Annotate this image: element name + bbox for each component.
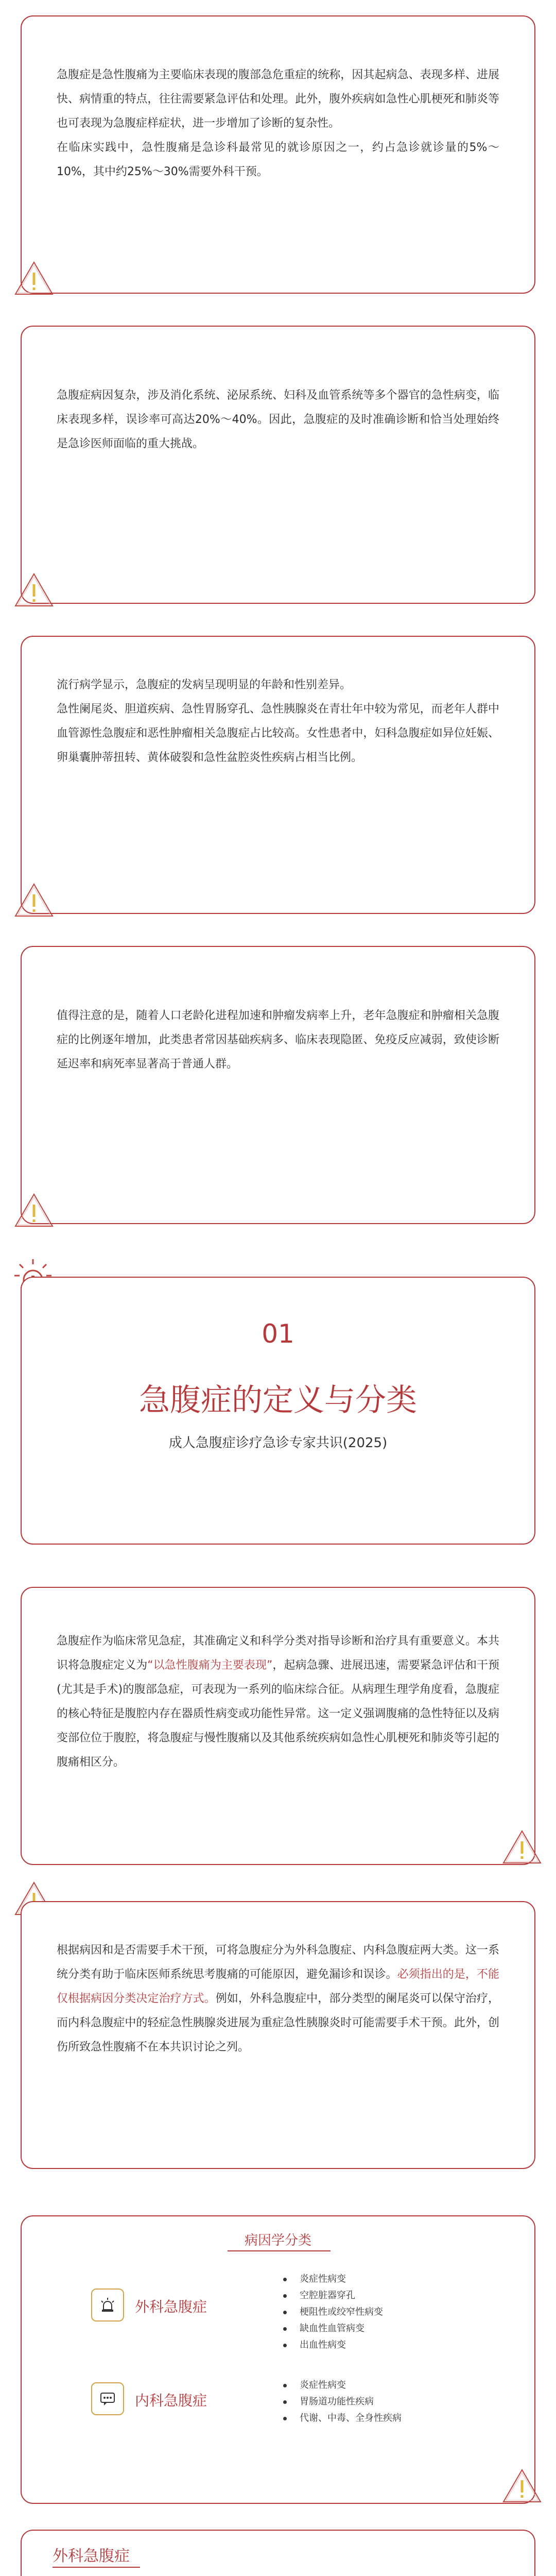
list-item: 缺血性血管病变 bbox=[279, 2320, 383, 2337]
etiology-card bbox=[21, 2215, 535, 2504]
warning-icon bbox=[501, 2468, 543, 2504]
warning-icon bbox=[13, 1192, 55, 1228]
list-item: 代谢、中毒、全身性疾病 bbox=[279, 2410, 402, 2427]
warning-icon bbox=[13, 882, 55, 918]
warning-icon bbox=[501, 1829, 543, 1865]
classification-highlight: 必须指出的是，不能仅根据病因分类决定治疗方式。 bbox=[57, 1968, 499, 2005]
alarm-icon bbox=[99, 2296, 116, 2314]
section-number: 01 bbox=[262, 1319, 294, 1349]
list-item: 胃肠道功能性疾病 bbox=[279, 2394, 402, 2410]
definition-card bbox=[21, 1587, 535, 1865]
list-item: 梗阻性或绞窄性病变 bbox=[279, 2304, 383, 2320]
medical-badge bbox=[91, 2382, 124, 2415]
surgical-card bbox=[21, 2530, 535, 2576]
card3-para-1: 流行病学显示，急腹症的发病呈现明显的年龄和性别差异。 bbox=[57, 679, 352, 691]
classification-text: 根据病因和是否需要手术干预，可将急腹症分为外科急腹症、内科急腹症两大类。这一系统分类有助于临床医师系统思考腹痛的可能原因，避免漏诊和误诊。必须指出的是，不能仅根据病因分类决定治疗方式。例如，外科急腹症中，部分类型的阑尾炎可以保守治疗，而内科急腹症中的轻症急性胰腺炎进展为重症急性胰腺炎时可能需要手术干预。此外，创伤所致急性腹痛不在本共识讨论之列。 bbox=[57, 1944, 499, 2054]
surgical-badge bbox=[91, 2289, 124, 2321]
section-title: 急腹症的定义与分类 bbox=[139, 1382, 417, 1418]
medical-label: 内科急腹症 bbox=[135, 2392, 207, 2409]
section-header-card bbox=[21, 1277, 535, 1545]
list-item: 空腔脏器穿孔 bbox=[279, 2287, 383, 2304]
list-item: 炎症性病变 bbox=[279, 2271, 383, 2287]
section-subtitle: 成人急腹症诊疗急诊专家共识(2025) bbox=[168, 1435, 388, 1451]
card1-para-1: 急腹症是急性腹痛为主要临床表现的腹部急危重症的统称，因其起病急、表现多样、进展快、病情重的特点，往往需要紧急评估和处理。此外，腹外疾病如急性心肌梗死和肺炎等也可表现为急腹症样症状，进一步增加了诊断的复杂性。 bbox=[57, 69, 499, 130]
card2-para-1: 急腹症病因复杂，涉及消化系统、泌尿系统、妇科及血管系统等多个器官的急性病变，临床表现多样，误诊率可高达20%～40%。因此，急腹症的及时准确诊断和恰当处理始终是急诊医师面临的重大挑战。 bbox=[57, 389, 499, 450]
surgical-card-title: 外科急腹症 bbox=[53, 2547, 130, 2565]
intro-card-3 bbox=[21, 636, 535, 914]
list-item: 出血性病变 bbox=[279, 2337, 383, 2353]
definition-highlight: “以急性腹痛为主要表现” bbox=[147, 1659, 273, 1672]
card4-para-1: 值得注意的是，随着人口老龄化进程加速和肿瘤发病率上升，老年急腹症和肿瘤相关急腹症的比例逐年增加，此类患者常因基础疾病多、临床表现隐匿、免疫反应减弱，致使诊断延迟率和病死率显著高于普通人群。 bbox=[57, 1009, 499, 1071]
etiology-title-underline bbox=[228, 2250, 331, 2251]
surgical-card-underline bbox=[53, 2567, 140, 2568]
intro-card-4 bbox=[21, 946, 535, 1224]
card1-para-2: 在临床实践中，急性腹痛是急诊科最常见的就诊原因之一，约占急诊就诊量的5%～10%，其中约25%～30%需要外科干预。 bbox=[57, 141, 499, 178]
chat-icon bbox=[99, 2390, 116, 2408]
surgical-label: 外科急腹症 bbox=[135, 2298, 207, 2315]
definition-text: 急腹症作为临床常见急症，其准确定义和科学分类对指导诊断和治疗具有重要意义。本共识将急腹症定义为“以急性腹痛为主要表现”，起病急骤、进展迅速，需要紧急评估和干预(尤其是手术)的腹部急症，可表现为一系列的临床综合征。从病理生理学角度看，急腹症的核心特征是腹腔内存在器质性病变或功能性异常。这一定义强调腹痛的急性特征以及病变部位位于腹腔，将急腹症与慢性腹痛以及其他系统疾病如急性心肌梗死和肺炎等引起的腹痛相区分。 bbox=[57, 1635, 499, 1769]
intro-card-2 bbox=[21, 326, 535, 604]
classification-card bbox=[21, 1901, 535, 2169]
surgical-list bbox=[279, 2271, 383, 2353]
warning-icon bbox=[13, 572, 55, 608]
etiology-title: 病因学分类 bbox=[244, 2233, 311, 2248]
list-item: 炎症性病变 bbox=[279, 2377, 402, 2394]
card3-para-2: 急性阑尾炎、胆道疾病、急性胃肠穿孔、急性胰腺炎在青壮年中较为常见，而老年人群中血管源性急腹症和恶性肿瘤相关急腹症占比较高。女性患者中，妇科急腹症如异位妊娠、卵巢囊肿蒂扭转、黄体破裂和急性盆腔炎性疾病占相当比例。 bbox=[57, 703, 499, 764]
warning-icon bbox=[13, 260, 55, 296]
intro-card-1 bbox=[21, 15, 535, 294]
medical-list bbox=[279, 2377, 402, 2427]
